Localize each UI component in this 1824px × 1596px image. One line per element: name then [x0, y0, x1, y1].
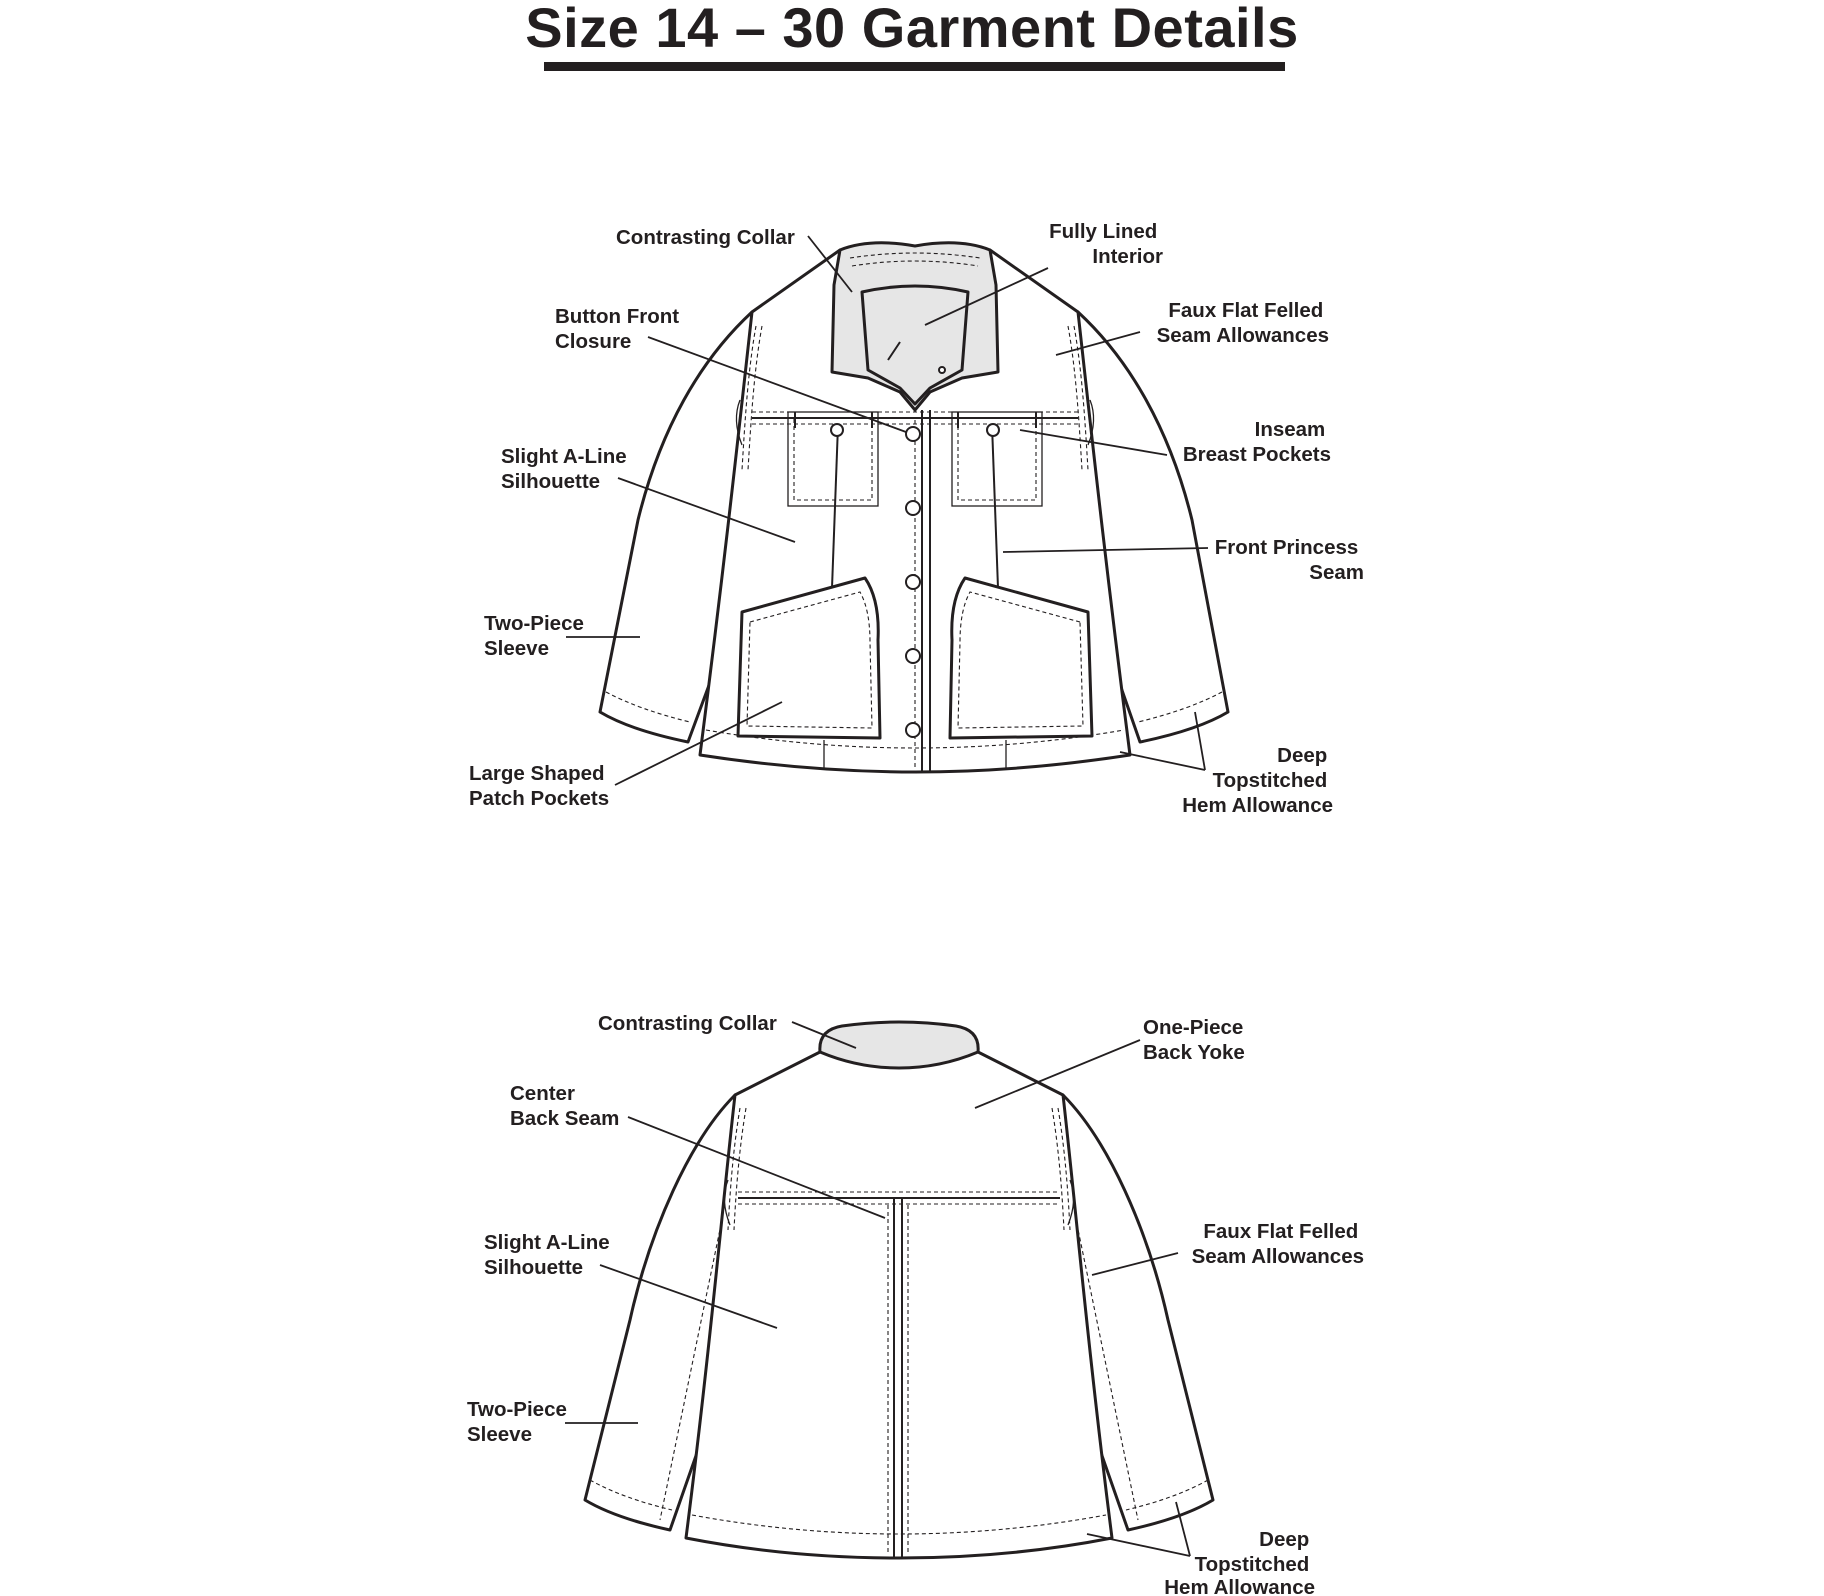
label-front-fully-lined-interior: Fully Lined Interior	[1049, 220, 1163, 268]
label-back-slight-a-line: Slight A-Line Silhouette	[484, 1231, 610, 1279]
front-jacket-illustration	[600, 243, 1228, 772]
label-front-inseam-breast-pockets: Inseam Breast Pockets	[1182, 418, 1331, 466]
label-front-contrasting-collar: Contrasting Collar	[616, 226, 795, 249]
label-front-slight-a-line: Slight A-Line Silhouette	[501, 445, 627, 493]
page-title: Size 14 – 30 Garment Details	[525, 0, 1299, 59]
label-front-button-front-closure: Button Front Closure	[555, 305, 680, 353]
label-back-faux-flat-felled: Faux Flat Felled Seam Allowances	[1191, 1220, 1364, 1268]
label-front-large-shaped-patch-pockets: Large Shaped Patch Pockets	[469, 762, 610, 810]
label-back-contrasting-collar: Contrasting Collar	[598, 1012, 777, 1035]
back-collar	[820, 1022, 978, 1068]
label-back-deep-topstitched-hem: Deep Topstitched Hem Allowance	[1164, 1528, 1315, 1596]
label-front-faux-flat-felled: Faux Flat Felled Seam Allowances	[1156, 299, 1329, 347]
label-back-two-piece-sleeve: Two-Piece Sleeve	[467, 1398, 567, 1446]
label-front-deep-topstitched-hem: Deep Topstitched Hem Allowance	[1182, 744, 1333, 817]
label-front-two-piece-sleeve: Two-Piece Sleeve	[484, 612, 584, 660]
back-body	[686, 1052, 1112, 1558]
back-jacket-illustration	[585, 1022, 1213, 1558]
label-back-one-piece-back-yoke: One-Piece Back Yoke	[1143, 1016, 1245, 1064]
label-back-center-back-seam: Center Back Seam	[510, 1082, 620, 1130]
label-front-princess-seam: Front Princess Seam	[1214, 536, 1364, 584]
